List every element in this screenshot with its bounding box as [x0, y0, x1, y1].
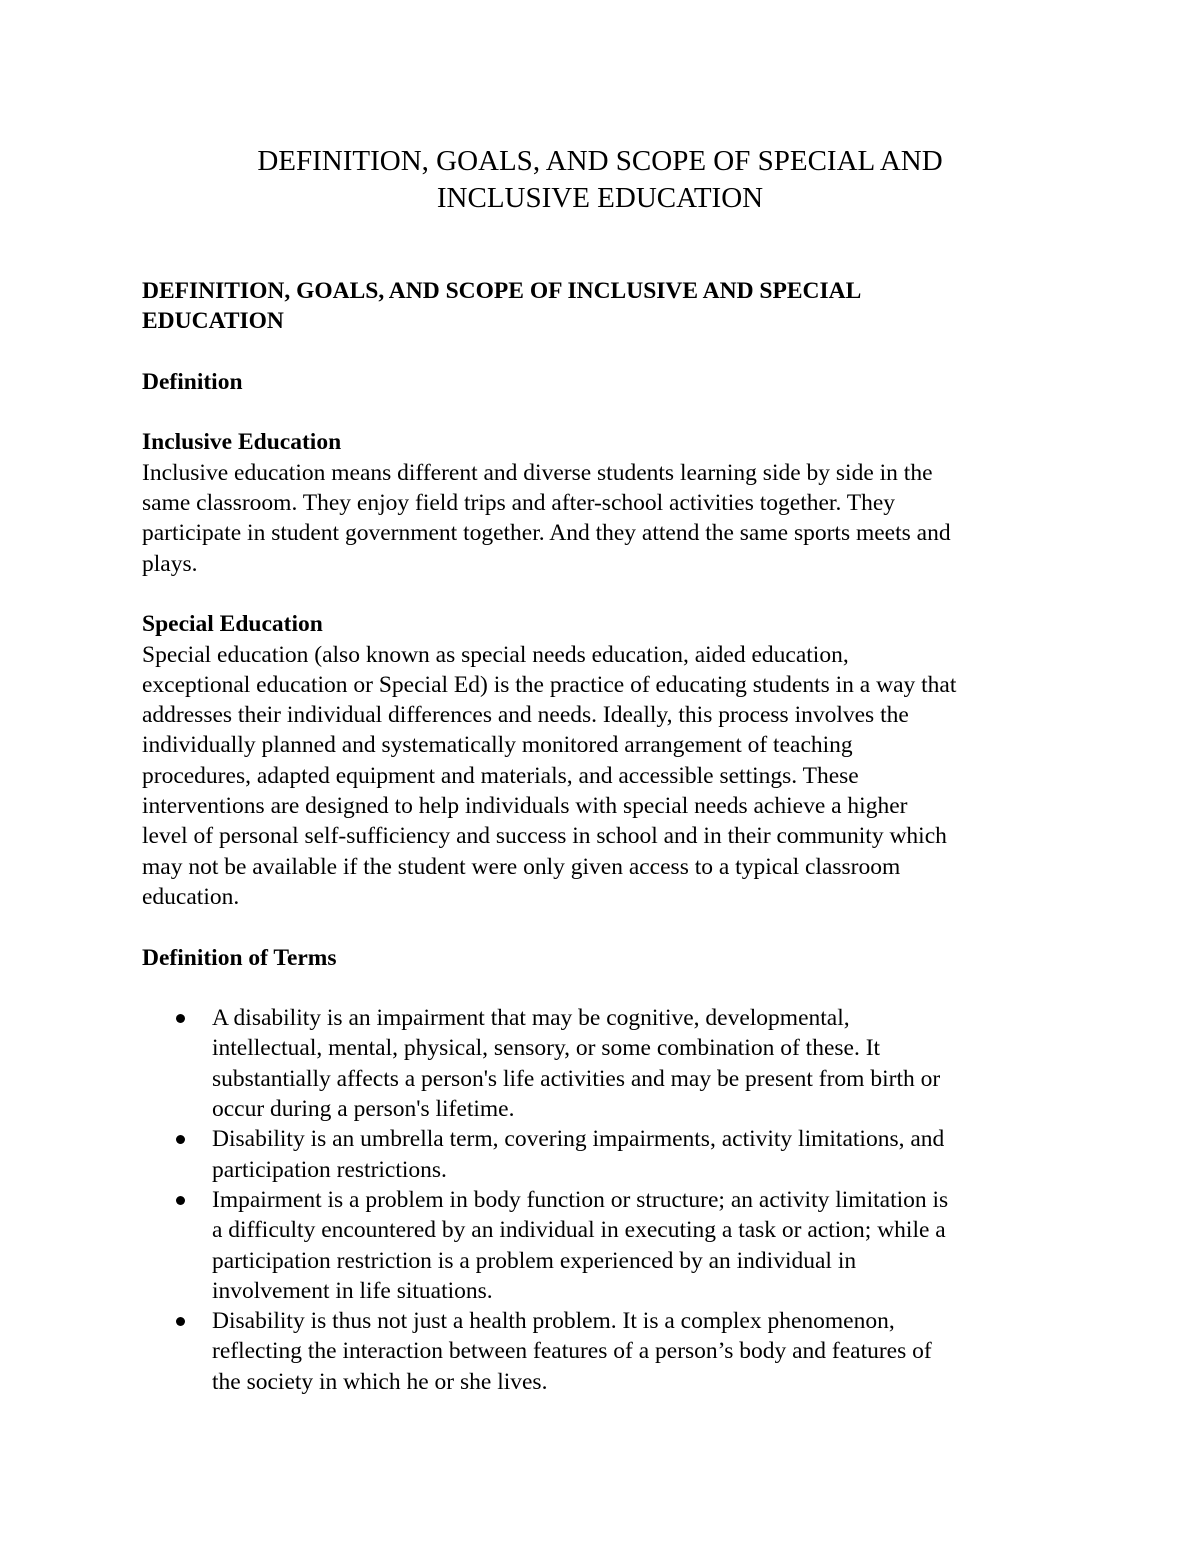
- list-item: [142, 1003, 1072, 1124]
- paragraph-line: level of personal self-sufficiency and success in school and in their community which: [142, 823, 947, 850]
- list-item-line: participation restriction is a problem experienced by an individual in: [212, 1247, 857, 1274]
- bullet-icon: [176, 1014, 185, 1023]
- list-item-line: Impairment is a problem in body function or structure; an activity limitation is: [212, 1186, 949, 1213]
- paragraph-line: same classroom. They enjoy field trips and after-school activities together. They: [142, 490, 896, 517]
- inclusive-education-paragraph: [142, 458, 1072, 579]
- paragraph-line: Inclusive education means different and diverse students learning side by side in the: [142, 459, 933, 486]
- special-education-heading: Special Education: [142, 611, 323, 638]
- paragraph-line: Special education (also known as special needs education, aided education,: [142, 641, 849, 668]
- list-item: [142, 1306, 1072, 1397]
- list-item-line: involvement in life situations.: [212, 1277, 493, 1304]
- paragraph-line: exceptional education or Special Ed) is the practice of educating students in a way that: [142, 671, 957, 698]
- bullet-icon: [176, 1317, 185, 1326]
- list-item-line: participation restrictions.: [212, 1156, 447, 1183]
- definition-of-terms-heading: Definition of Terms: [142, 944, 337, 971]
- paragraph-line: interventions are designed to help individuals with special needs achieve a higher: [142, 793, 908, 820]
- list-item-line: reflecting the interaction between features of a person’s body and features of: [212, 1338, 932, 1365]
- bullet-icon: [176, 1135, 185, 1144]
- definition-heading: Definition: [142, 368, 243, 395]
- document-body: [142, 276, 1072, 1397]
- document-title-line-1: DEFINITION, GOALS, AND SCOPE OF SPECIAL AND: [257, 145, 943, 177]
- section-heading: [142, 276, 1072, 337]
- section-heading-line-1: DEFINITION, GOALS, AND SCOPE OF INCLUSIVE AND SPECIAL: [142, 278, 862, 304]
- list-item-line: the society in which he or she lives.: [212, 1368, 548, 1395]
- terms-list: [142, 1003, 1072, 1397]
- paragraph-line: participate in student government together. And they attend the same sports meets and: [142, 520, 951, 547]
- list-item-line: occur during a person's lifetime.: [212, 1096, 515, 1123]
- paragraph-line: plays.: [142, 550, 198, 577]
- bullet-icon: [176, 1196, 185, 1205]
- document-title: [140, 143, 1060, 217]
- paragraph-line: individually planned and systematically monitored arrangement of teaching: [142, 732, 853, 759]
- paragraph-line: education.: [142, 883, 240, 910]
- list-item-line: intellectual, mental, physical, sensory, or some combination of these. It: [212, 1035, 881, 1062]
- list-item: [142, 1124, 1072, 1185]
- special-education-paragraph: [142, 640, 1072, 913]
- list-item-line: Disability is an umbrella term, covering impairments, activity limitations, and: [212, 1126, 945, 1153]
- paragraph-line: addresses their individual differences and needs. Ideally, this process involves the: [142, 702, 909, 729]
- document-title-line-2: INCLUSIVE EDUCATION: [436, 182, 764, 214]
- paragraph-line: procedures, adapted equipment and materials, and accessible settings. These: [142, 762, 859, 789]
- section-heading-line-2: EDUCATION: [142, 308, 284, 335]
- list-item-line: Disability is thus not just a health problem. It is a complex phenomenon,: [212, 1308, 895, 1335]
- inclusive-education-heading: Inclusive Education: [142, 429, 342, 456]
- paragraph-line: may not be available if the student were only given access to a typical classroom: [142, 853, 901, 880]
- list-item-line: a difficulty encountered by an individual in executing a task or action; while a: [212, 1217, 946, 1244]
- list-item-line: substantially affects a person's life activities and may be present from birth or: [212, 1065, 941, 1092]
- list-item-line: A disability is an impairment that may be cognitive, developmental,: [212, 1005, 850, 1032]
- list-item: [142, 1185, 1072, 1306]
